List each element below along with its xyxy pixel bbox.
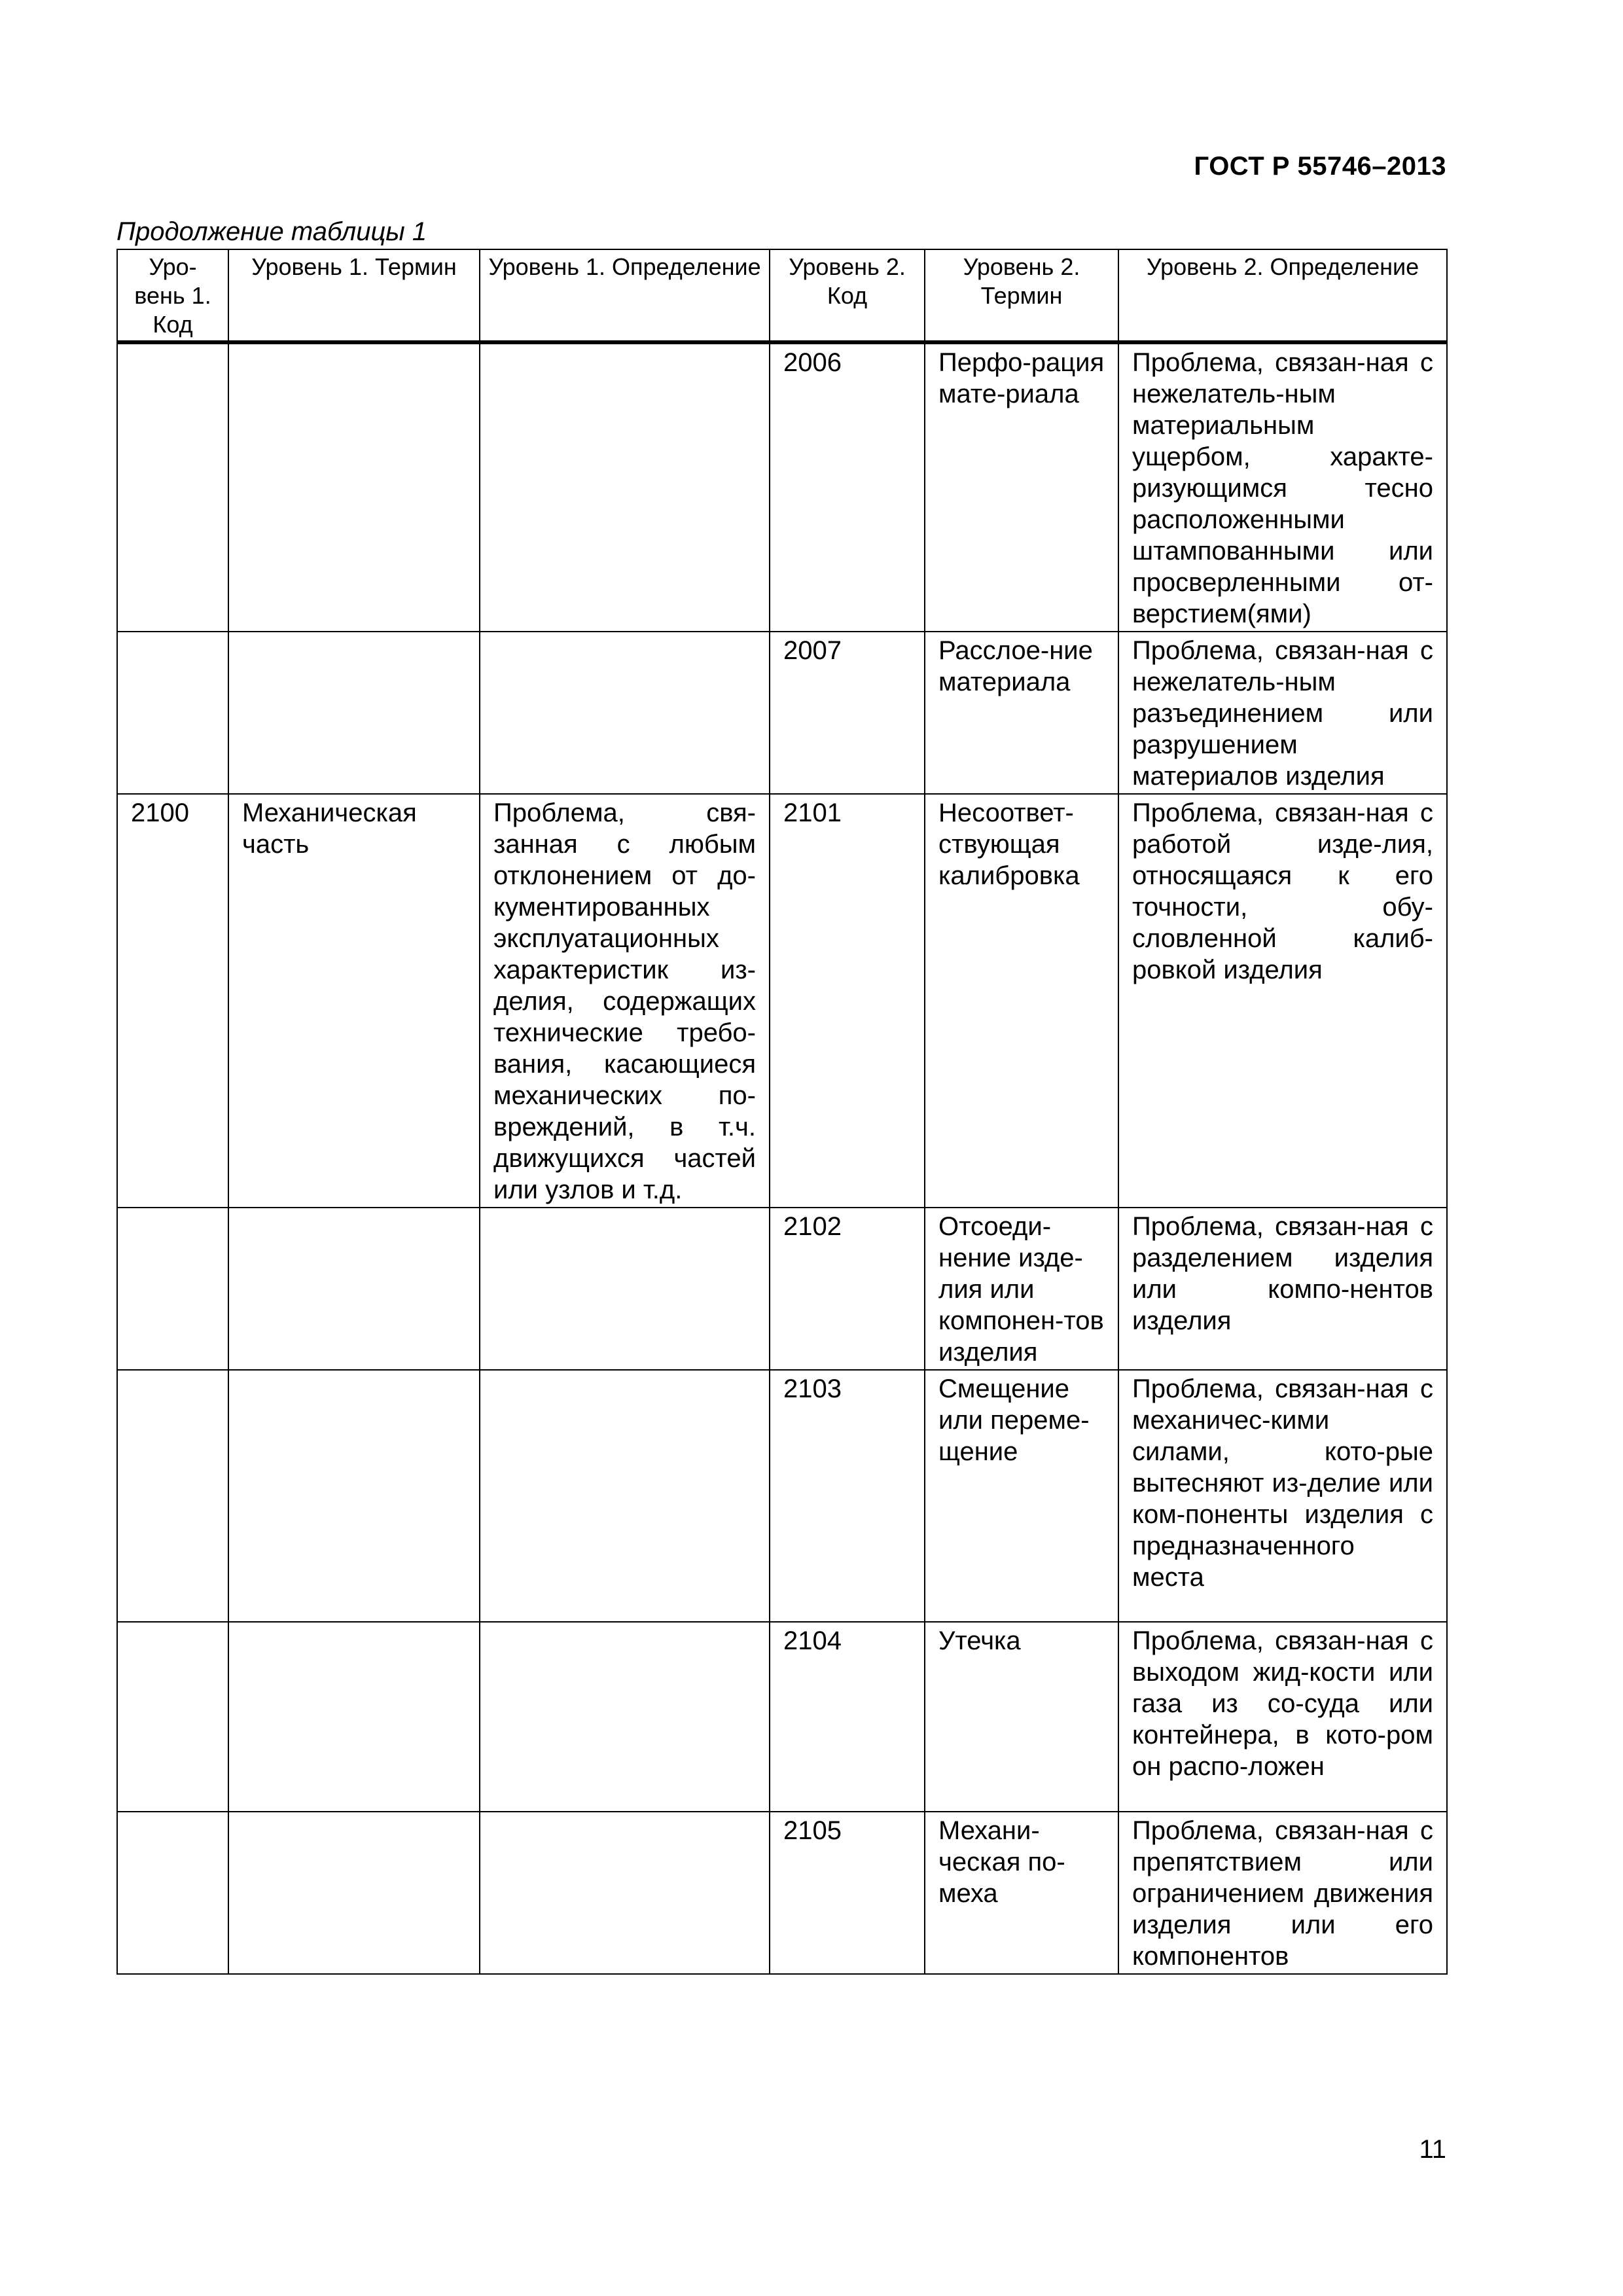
l2-code-cell: 2105 [770,1812,925,1974]
l1-code-cell: 2100 [117,794,228,1208]
table-caption: Продолжение таблицы 1 [116,217,427,246]
col-header-l2-definition: Уровень 2. Определение [1118,249,1447,342]
l2-term-cell: Смещение или переме-щение [925,1370,1118,1622]
l2-definition-cell: Проблема, связан-ная с нежелатель-ным материальным ущербом, характе-ризующимся тесно расположенными штампованными или просверленными от-верстием(ями) [1118,342,1447,632]
l1-definition-cell [480,1370,770,1622]
l1-definition-cell [480,632,770,794]
col-header-l1-code: Уро-вень 1. Код [117,249,228,342]
l2-code-cell: 2104 [770,1622,925,1812]
col-header-l1-term: Уровень 1. Термин [228,249,480,342]
table-row [117,342,1447,632]
terms-table [116,249,1448,1975]
table-row [117,632,1447,794]
l1-definition-cell [480,1622,770,1812]
l1-definition-cell: Проблема, свя-занная с любым отклонением от до-кументированных эксплуатационных характеристик из-делия, содержащих технические требо-вания, касающиеся механических по-вреждений, в т.ч. движущихся частей или узлов и т.д. [480,794,770,1208]
l1-code-cell [117,1812,228,1974]
l2-definition-cell: Проблема, связан-ная с выходом жид-кости или газа из со-суда или контейнера, в кото-ром он распо-ложен [1118,1622,1447,1812]
table-row [117,794,1447,1208]
l2-term-cell: Отсоеди-нение изде-лия или компонен-тов изделия [925,1208,1118,1370]
l2-term-cell: Несоответ-ствующая калибровка [925,794,1118,1208]
document-id: ГОСТ Р 55746–2013 [1194,152,1446,181]
l1-term-cell [228,1812,480,1974]
l2-term-cell: Расслое-ние материала [925,632,1118,794]
l2-code-cell: 2006 [770,342,925,632]
l1-code-cell [117,1208,228,1370]
l2-code-cell: 2101 [770,794,925,1208]
l1-code-cell [117,342,228,632]
l1-term-cell [228,342,480,632]
l1-definition-cell [480,1208,770,1370]
l1-term-cell: Механическая часть [228,794,480,1208]
l1-term-cell [228,1622,480,1812]
l1-definition-cell [480,1812,770,1974]
l1-code-cell [117,1622,228,1812]
col-header-l2-code: Уровень 2. Код [770,249,925,342]
l2-code-cell: 2102 [770,1208,925,1370]
l2-term-cell: Перфо-рация мате-риала [925,342,1118,632]
l1-code-cell [117,632,228,794]
table-header [117,249,1447,342]
l1-definition-cell [480,342,770,632]
l1-term-cell [228,1370,480,1622]
l1-code-cell [117,1370,228,1622]
l2-code-cell: 2103 [770,1370,925,1622]
table-body [117,342,1447,1974]
l2-definition-cell: Проблема, связан-ная с механичес-кими силами, кото-рые вытесняют из-делие или ком-поненты изделия с предназначенного места [1118,1370,1447,1622]
l1-term-cell [228,632,480,794]
l2-term-cell: Утечка [925,1622,1118,1812]
col-header-l2-term: Уровень 2. Термин [925,249,1118,342]
l2-code-cell: 2007 [770,632,925,794]
l2-definition-cell: Проблема, связан-ная с нежелатель-ным разъединением или разрушением материалов изделия [1118,632,1447,794]
header-row [117,249,1447,342]
table-row [117,1812,1447,1974]
table-row [117,1370,1447,1622]
l2-definition-cell: Проблема, связан-ная с разделением изделия или компо-нентов изделия [1118,1208,1447,1370]
table-row [117,1622,1447,1812]
l1-term-cell [228,1208,480,1370]
l2-definition-cell: Проблема, связан-ная с препятствием или ограничением движения изделия или его компонентов [1118,1812,1447,1974]
col-header-l1-definition: Уровень 1. Определение [480,249,770,342]
l2-definition-cell: Проблема, связан-ная с работой изде-лия, относящаяся к его точности, обу-словленной калиб-ровкой изделия [1118,794,1447,1208]
table-row [117,1208,1447,1370]
page-number: 11 [1419,2135,1446,2164]
l2-term-cell: Механи-ческая по-меха [925,1812,1118,1974]
